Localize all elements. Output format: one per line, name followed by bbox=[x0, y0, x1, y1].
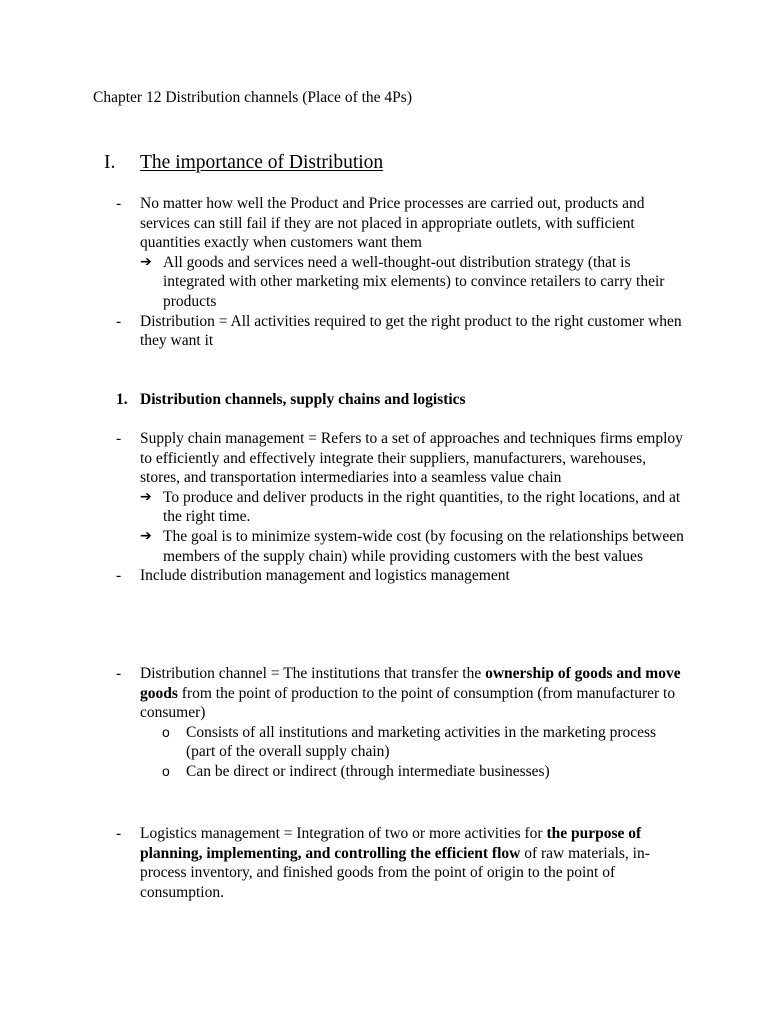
list-item-text: of raw materials, in-process inventory, and finished goods from the point of origin to the point of consumption. bbox=[140, 844, 650, 901]
section-title: The importance of Distribution bbox=[140, 152, 384, 173]
list-item-text: To produce and deliver products in the right quantities, to the right locations, and at the right time. bbox=[163, 488, 681, 526]
dash-bullet: - bbox=[116, 567, 122, 585]
list-item bbox=[116, 566, 686, 586]
arrow-right-icon: ➔ bbox=[140, 527, 152, 544]
list-item-text: Distribution = All activities required to get the right product to the right customer when they want it bbox=[140, 312, 682, 350]
list-item bbox=[116, 194, 686, 253]
list-item-text: No matter how well the Product and Price processes are carried out, products and services can still fail if they are not placed in appropriate outlets, with sufficient quantities exactly when customers want them bbox=[140, 195, 645, 252]
list-item-text: The goal is to minimize system-wide cost (by focusing on the relationships between members of the supply chain) while providing customers with the best values bbox=[163, 527, 684, 565]
list-item-bold-text: the purpose of planning, implementing, and controlling the efficient flow bbox=[140, 825, 642, 862]
list-item bbox=[116, 723, 686, 762]
subsection-title: Distribution channels, supply chains and logistics bbox=[140, 391, 466, 408]
list-item-text: Distribution channel = The institutions that transfer the bbox=[140, 665, 486, 682]
logistics-list bbox=[116, 824, 686, 902]
list-item bbox=[116, 488, 686, 527]
list-item bbox=[116, 253, 686, 312]
list-item-text: Include distribution management and logistics management bbox=[140, 567, 510, 585]
dash-bullet: - bbox=[116, 665, 122, 682]
list-item-text: All goods and services need a well-thought-out distribution strategy (that is integrated with other marketing mix elements) to convince retailers to carry their products bbox=[163, 253, 665, 310]
list-item bbox=[116, 527, 686, 566]
arrow-right-icon: ➔ bbox=[140, 253, 152, 270]
section-numeral: I. bbox=[104, 152, 116, 173]
list-item bbox=[116, 824, 686, 902]
list-item-text: Supply chain management = Refers to a set of approaches and techniques firms employ to efficiently and effectively integrate their suppliers, manufacturers, warehouses, stores, and transportation intermediaries into a seamless value chain bbox=[140, 430, 683, 487]
list-item bbox=[116, 312, 686, 351]
section-heading bbox=[104, 151, 383, 175]
list-item bbox=[116, 762, 686, 782]
circle-bullet: o bbox=[162, 762, 170, 779]
distribution-channel-list bbox=[116, 664, 686, 782]
list-item-bold-text: ownership of goods and move goods bbox=[140, 665, 681, 702]
chapter-title: Chapter 12 Distribution channels (Place of the 4Ps) bbox=[93, 89, 412, 106]
dash-bullet: - bbox=[116, 195, 122, 212]
dash-bullet: - bbox=[116, 312, 122, 330]
circle-bullet: o bbox=[162, 723, 170, 740]
dash-bullet: - bbox=[116, 825, 122, 842]
subsection-number: 1. bbox=[116, 391, 128, 408]
list-item bbox=[116, 664, 686, 723]
intro-list bbox=[116, 194, 686, 351]
list-item-text: Consists of all institutions and marketing activities in the marketing process (part of the overall supply chain) bbox=[186, 723, 657, 761]
list-item-text: from the point of production to the point of consumption (from manufacturer to consumer) bbox=[140, 684, 676, 722]
supply-chain-list bbox=[116, 429, 686, 586]
list-item bbox=[116, 429, 686, 488]
dash-bullet: - bbox=[116, 430, 122, 447]
subsection-heading bbox=[116, 390, 466, 410]
list-item-text: Can be direct or indirect (through intermediate businesses) bbox=[186, 762, 550, 780]
arrow-right-icon: ➔ bbox=[140, 488, 152, 505]
list-item-text: Logistics management = Integration of two or more activities for bbox=[140, 825, 547, 842]
